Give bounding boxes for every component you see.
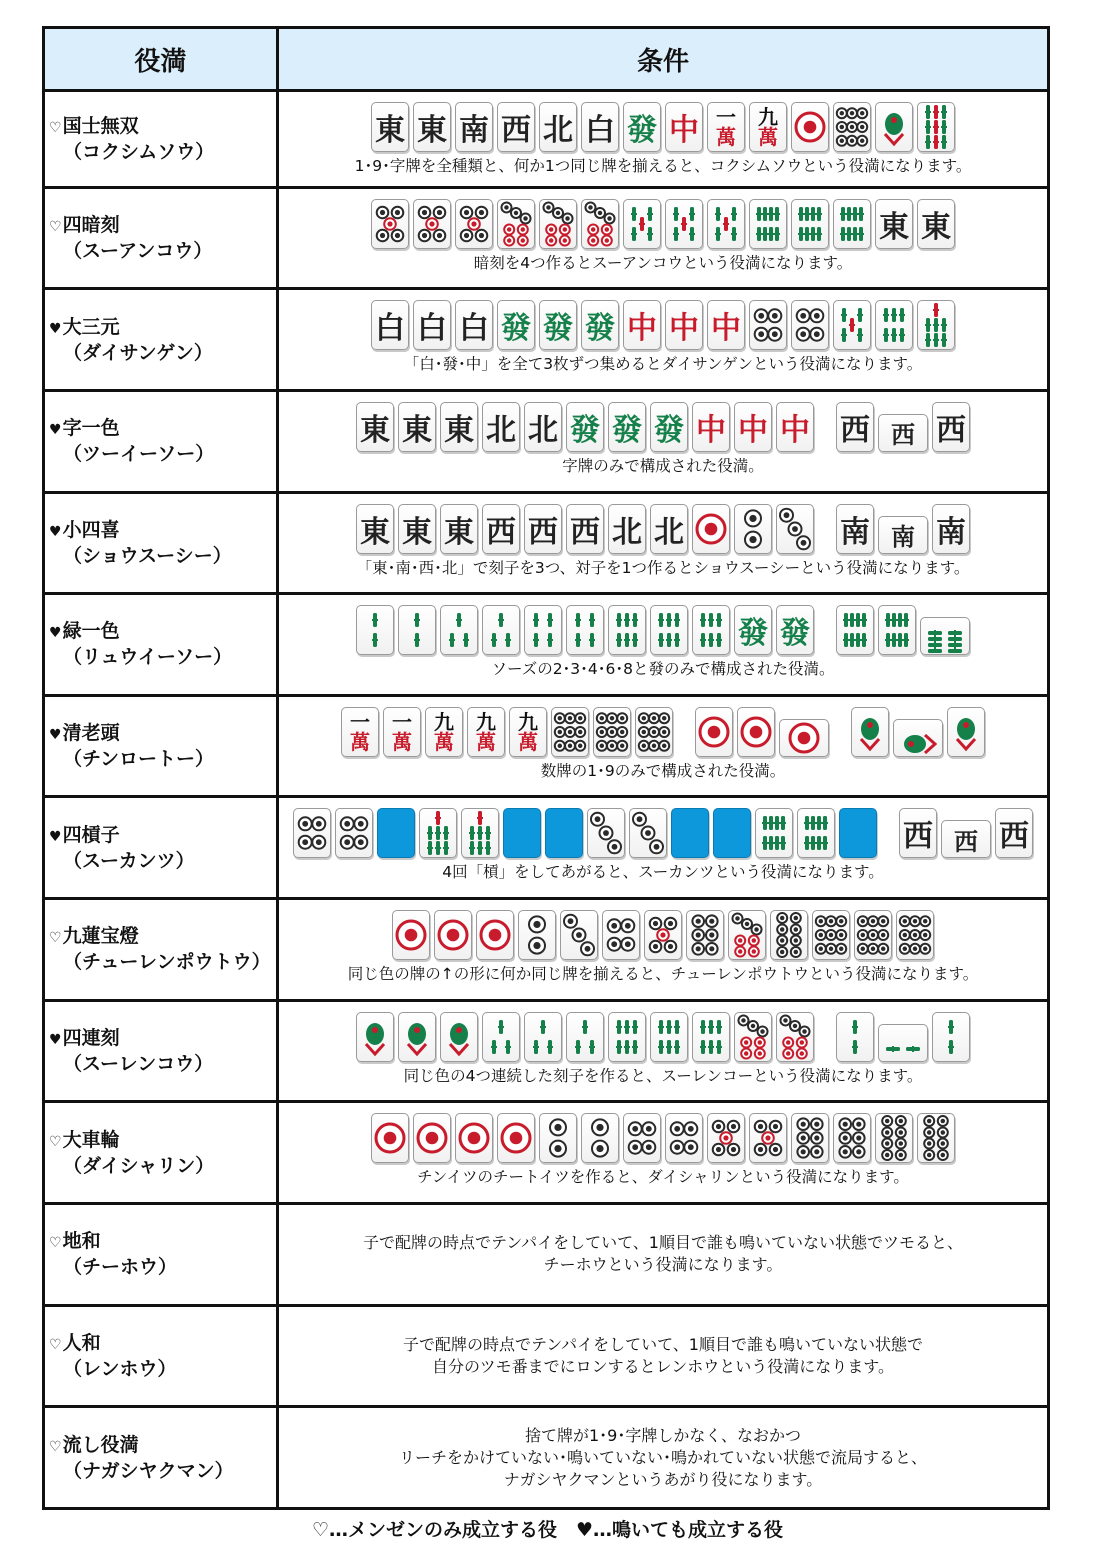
menzen-mark: ♥ xyxy=(49,523,62,540)
condition-text-block xyxy=(279,1205,1047,1304)
tile-honor: 西 xyxy=(878,414,928,452)
tile-pin-5 xyxy=(644,910,682,960)
tile-honor: 發 xyxy=(539,300,577,350)
tile-sou-5 xyxy=(665,199,703,249)
yaku-name-text: 大三元 xyxy=(62,315,120,338)
condition-cell xyxy=(278,492,1049,594)
yaku-name-text: 流し役満 xyxy=(62,1433,139,1456)
tile-sou-3 xyxy=(524,1012,562,1062)
tile-honor: 南 xyxy=(836,504,874,554)
condition-cell xyxy=(278,289,1049,391)
tile-sou-8 xyxy=(833,199,871,249)
yaku-name-cell xyxy=(44,797,278,899)
yaku-row xyxy=(44,91,1049,188)
condition-cell xyxy=(278,899,1049,1001)
tile-sou-5 xyxy=(833,300,871,350)
tile-honor: 白 xyxy=(413,300,451,350)
condition-text-block xyxy=(279,1307,1047,1406)
menzen-mark: ♥ xyxy=(49,320,62,337)
menzen-mark: ♥ xyxy=(49,1032,62,1049)
tile-sou-9 xyxy=(917,102,955,152)
condition-text: 同じ色の牌の↑の形に何か同じ牌を揃えると、チューレンポウトウという役満になります。 xyxy=(347,965,979,984)
yaku-name-text: 九蓮宝燈 xyxy=(62,925,139,948)
yaku-name-cell xyxy=(44,91,278,188)
header-yakuman: 役満 xyxy=(44,28,278,91)
tile-pin-1 xyxy=(455,1113,493,1163)
yaku-name xyxy=(49,924,276,950)
tile-sou-3 xyxy=(482,1012,520,1062)
condition-cell xyxy=(278,695,1049,797)
tile-pin-1 xyxy=(371,1113,409,1163)
tile-pin-9 xyxy=(833,102,871,152)
yaku-name xyxy=(49,619,276,645)
yaku-name xyxy=(49,1128,276,1154)
yaku-name-cell xyxy=(44,1000,278,1102)
tile-sou-5 xyxy=(707,199,745,249)
tile-sou-1 xyxy=(893,719,943,757)
tile-honor: 西 xyxy=(836,402,874,452)
tile-pin-2 xyxy=(734,504,772,554)
tile-pin-5 xyxy=(371,199,409,249)
tile-honor: 東 xyxy=(875,199,913,249)
tile-pin-6 xyxy=(686,910,724,960)
tile-pin-1 xyxy=(695,707,733,757)
tile-sou-8 xyxy=(791,199,829,249)
tile-sou-8 xyxy=(755,808,793,858)
tile-sou-6 xyxy=(650,1012,688,1062)
tile-man-1: 一 萬 xyxy=(383,707,421,757)
yaku-name-cell xyxy=(44,289,278,391)
tile-sou-8 xyxy=(749,199,787,249)
tile-row xyxy=(279,900,1047,964)
tile-man-9: 九 萬 xyxy=(467,707,505,757)
condition-cell xyxy=(278,390,1049,492)
tile-honor: 南 xyxy=(455,102,493,152)
condition-line: リーチをかけていない･鳴いていない･鳴かれていない状態で流局すると、 xyxy=(398,1447,927,1467)
tile-honor: 發 xyxy=(566,402,604,452)
yaku-row xyxy=(44,899,1049,1001)
tile-row xyxy=(279,494,1047,558)
tile-pin-5 xyxy=(749,1113,787,1163)
condition-cell xyxy=(278,797,1049,899)
tile-sou-1 xyxy=(356,1012,394,1062)
yaku-reading: （ショウスーシー） xyxy=(63,544,232,567)
menzen-mark: ♥ xyxy=(49,727,62,744)
tile-honor: 北 xyxy=(482,402,520,452)
yaku-name xyxy=(49,518,276,544)
tile-man-9: 九 萬 xyxy=(509,707,547,757)
tile-honor: 東 xyxy=(356,504,394,554)
menzen-mark: ♡ xyxy=(49,930,62,947)
tile-man-1: 一 萬 xyxy=(707,102,745,152)
yaku-row xyxy=(44,1204,1049,1306)
tile-pin-4 xyxy=(293,808,331,858)
tile-honor: 西 xyxy=(995,808,1033,858)
tile-sou-8 xyxy=(836,605,874,655)
tile-honor: 西 xyxy=(932,402,970,452)
tile-row xyxy=(279,1103,1047,1167)
tile-sou-1 xyxy=(398,1012,436,1062)
condition-text: 「白･發･中」を全て3枚ずつ集めるとダイサンゲンという役満になります。 xyxy=(403,355,923,374)
tile-honor: 東 xyxy=(398,504,436,554)
tile-row xyxy=(279,798,1047,862)
yaku-reading: （スーカンツ） xyxy=(63,849,195,872)
tile-sou-2 xyxy=(398,605,436,655)
menzen-mark: ♡ xyxy=(49,1133,62,1150)
yaku-name-text: 字一色 xyxy=(62,417,120,440)
tile-honor: 北 xyxy=(539,102,577,152)
tile-honor: 東 xyxy=(440,402,478,452)
yaku-reading: （リュウイーソー） xyxy=(63,646,233,669)
tile-pin-5 xyxy=(707,1113,745,1163)
tile-face-down xyxy=(545,808,583,858)
condition-text: 字牌のみで構成された役満。 xyxy=(562,456,764,475)
tile-pin-7 xyxy=(581,199,619,249)
yaku-row xyxy=(44,289,1049,391)
yaku-name-cell xyxy=(44,1204,278,1306)
tile-sou-7 xyxy=(461,808,499,858)
tile-honor: 中 xyxy=(776,402,814,452)
tile-row xyxy=(279,290,1047,354)
tile-pin-2 xyxy=(518,910,556,960)
tile-sou-3 xyxy=(566,1012,604,1062)
yaku-name xyxy=(49,1026,276,1052)
condition-line: 子で配牌の時点でテンパイをしていて、1順目で誰も鳴いていない状態でツモると、 xyxy=(363,1233,963,1253)
condition-text: チンイツのチートイツを作ると、ダイシャリンという役満になります。 xyxy=(417,1168,909,1187)
yaku-row xyxy=(44,797,1049,899)
tile-pin-1 xyxy=(497,1113,535,1163)
tile-sou-6 xyxy=(692,1012,730,1062)
yaku-reading: （スーレンコウ） xyxy=(63,1053,214,1076)
tile-pin-5 xyxy=(413,199,451,249)
tile-pin-1 xyxy=(476,910,514,960)
yaku-row xyxy=(44,695,1049,797)
yaku-reading: （チューレンポウトウ） xyxy=(63,951,271,974)
yaku-name xyxy=(49,823,276,849)
header-condition: 条件 xyxy=(278,28,1049,91)
tile-pin-3 xyxy=(560,910,598,960)
tile-pin-1 xyxy=(434,910,472,960)
yaku-name-cell xyxy=(44,594,278,696)
tile-man-1: 一 萬 xyxy=(341,707,379,757)
tile-sou-8 xyxy=(797,808,835,858)
menzen-mark: ♡ xyxy=(49,119,62,136)
tile-face-down xyxy=(713,808,751,858)
yaku-name-text: 大車輪 xyxy=(62,1128,120,1151)
tile-honor: 北 xyxy=(650,504,688,554)
yaku-reading: （スーアンコウ） xyxy=(63,239,213,262)
tile-pin-3 xyxy=(587,808,625,858)
yaku-name-cell xyxy=(44,1305,278,1407)
tile-face-down xyxy=(671,808,709,858)
yaku-name-cell xyxy=(44,492,278,594)
tile-pin-1 xyxy=(737,707,775,757)
tile-honor: 白 xyxy=(371,300,409,350)
tile-sou-5 xyxy=(623,199,661,249)
yaku-name-text: 四連刻 xyxy=(62,1027,120,1050)
header-row xyxy=(44,28,1049,91)
legend: ♡…メンゼンのみ成立する役 ♥…鳴いても成立する役 xyxy=(311,1519,784,1541)
tile-honor: 中 xyxy=(665,300,703,350)
yaku-row xyxy=(44,492,1049,594)
tile-honor: 中 xyxy=(665,102,703,152)
tile-pin-2 xyxy=(581,1113,619,1163)
tile-honor: 白 xyxy=(581,102,619,152)
tile-honor: 中 xyxy=(692,402,730,452)
tile-pin-1 xyxy=(692,504,730,554)
tile-sou-6 xyxy=(692,605,730,655)
yaku-name xyxy=(49,114,276,140)
yaku-name-text: 四暗刻 xyxy=(62,213,120,236)
condition-line: ナガシヤクマンというあがり役になります。 xyxy=(503,1469,823,1489)
condition-text: 1･9･字牌を全種類と、何か1つ同じ牌を揃えると、コクシムソウという役満になります。 xyxy=(354,157,972,175)
yaku-name-text: 国士無双 xyxy=(62,114,139,137)
tile-pin-9 xyxy=(854,910,892,960)
tile-pin-6 xyxy=(791,1113,829,1163)
yaku-name-cell xyxy=(44,695,278,797)
tile-honor: 發 xyxy=(734,605,772,655)
yaku-name xyxy=(49,1229,276,1255)
yaku-row xyxy=(44,1102,1049,1204)
tile-pin-4 xyxy=(602,910,640,960)
tile-honor: 南 xyxy=(878,516,928,554)
tile-honor: 發 xyxy=(581,300,619,350)
tile-honor: 東 xyxy=(440,504,478,554)
tile-honor: 中 xyxy=(707,300,745,350)
condition-line: 子で配牌の時点でテンパイをしていて、1順目で誰も鳴いていない状態で xyxy=(403,1334,923,1354)
tile-pin-3 xyxy=(629,808,667,858)
yaku-name-text: 小四喜 xyxy=(62,518,120,541)
tile-honor: 發 xyxy=(776,605,814,655)
tile-honor: 東 xyxy=(413,102,451,152)
tile-sou-2 xyxy=(356,605,394,655)
yaku-reading: （コクシムソウ） xyxy=(63,140,215,163)
tile-sou-1 xyxy=(851,707,889,757)
tile-honor: 白 xyxy=(455,300,493,350)
condition-text: 同じ色の4つ連続した刻子を作ると、スーレンコーという役満になります。 xyxy=(403,1066,923,1085)
condition-cell xyxy=(278,1000,1049,1102)
tile-man-9: 九 萬 xyxy=(425,707,463,757)
tile-pin-3 xyxy=(776,504,814,554)
yaku-name-text: 四槓子 xyxy=(62,823,120,846)
tile-pin-8 xyxy=(875,1113,913,1163)
tile-sou-7 xyxy=(419,808,457,858)
tile-honor: 西 xyxy=(497,102,535,152)
condition-cell xyxy=(278,1407,1049,1509)
tile-honor: 中 xyxy=(734,402,772,452)
yaku-reading: （ダイシャリン） xyxy=(63,1154,215,1177)
condition-cell xyxy=(278,1305,1049,1407)
yaku-row xyxy=(44,390,1049,492)
tile-sou-3 xyxy=(440,605,478,655)
tile-sou-2 xyxy=(836,1012,874,1062)
tile-sou-1 xyxy=(947,707,985,757)
tile-honor: 發 xyxy=(623,102,661,152)
tile-honor: 北 xyxy=(524,402,562,452)
tile-honor: 西 xyxy=(941,820,991,858)
yaku-reading: （ツーイーソー） xyxy=(63,443,215,466)
yaku-row xyxy=(44,1305,1049,1407)
tile-pin-9 xyxy=(896,910,934,960)
menzen-mark: ♡ xyxy=(49,218,62,235)
tile-row xyxy=(279,92,1047,156)
condition-text: ソーズの2･3･4･6･8と發のみで構成された役満。 xyxy=(491,660,835,679)
tile-pin-2 xyxy=(539,1113,577,1163)
condition-cell xyxy=(278,1102,1049,1204)
yaku-name xyxy=(49,315,276,341)
condition-text-block xyxy=(279,1408,1047,1507)
condition-line: チーホウという役満になります。 xyxy=(543,1255,783,1275)
menzen-mark: ♥ xyxy=(49,828,62,845)
tile-honor: 發 xyxy=(608,402,646,452)
yaku-name xyxy=(49,213,276,239)
yaku-row xyxy=(44,187,1049,289)
tile-pin-1 xyxy=(791,102,829,152)
tile-row xyxy=(279,1002,1047,1066)
condition-cell xyxy=(278,91,1049,188)
tile-pin-5 xyxy=(455,199,493,249)
tile-sou-1 xyxy=(875,102,913,152)
tile-pin-1 xyxy=(779,719,829,757)
menzen-mark: ♥ xyxy=(49,422,62,439)
tile-pin-8 xyxy=(770,910,808,960)
yaku-name-text: 人和 xyxy=(62,1331,101,1354)
tile-pin-9 xyxy=(551,707,589,757)
yaku-name xyxy=(49,721,276,747)
tile-pin-4 xyxy=(791,300,829,350)
tile-pin-4 xyxy=(623,1113,661,1163)
yaku-name-cell xyxy=(44,1102,278,1204)
tile-honor: 北 xyxy=(608,504,646,554)
tile-sou-1 xyxy=(440,1012,478,1062)
tile-sou-4 xyxy=(566,605,604,655)
yaku-name-cell xyxy=(44,1407,278,1509)
tile-face-down xyxy=(503,808,541,858)
tile-pin-4 xyxy=(335,808,373,858)
menzen-mark: ♡ xyxy=(49,1336,62,1353)
condition-text: 4回「槓」をしてあがると、スーカンツという役満になります。 xyxy=(442,863,884,882)
tile-honor: 中 xyxy=(623,300,661,350)
tile-pin-4 xyxy=(665,1113,703,1163)
yaku-name-cell xyxy=(44,899,278,1001)
yaku-reading: （チーホウ） xyxy=(63,1256,178,1279)
tile-sou-6 xyxy=(608,605,646,655)
tile-sou-4 xyxy=(524,605,562,655)
tile-pin-1 xyxy=(392,910,430,960)
yaku-reading: （チンロートー） xyxy=(63,748,215,771)
menzen-mark: ♥ xyxy=(49,625,62,642)
tile-honor: 東 xyxy=(356,402,394,452)
tile-honor: 東 xyxy=(917,199,955,249)
condition-text: 暗刻を4つ作るとスーアンコウという役満になります。 xyxy=(473,253,853,272)
yaku-name-text: 清老頭 xyxy=(62,722,120,745)
tile-honor: 南 xyxy=(932,504,970,554)
tile-honor: 西 xyxy=(524,504,562,554)
tile-pin-6 xyxy=(833,1113,871,1163)
tile-sou-6 xyxy=(650,605,688,655)
tile-pin-7 xyxy=(734,1012,772,1062)
yaku-name xyxy=(49,1433,276,1459)
menzen-mark: ♡ xyxy=(49,1438,62,1455)
tile-sou-2 xyxy=(878,1024,928,1062)
condition-cell xyxy=(278,187,1049,289)
tile-pin-9 xyxy=(593,707,631,757)
tile-man-9: 九 萬 xyxy=(749,102,787,152)
tile-sou-2 xyxy=(932,1012,970,1062)
tile-pin-9 xyxy=(812,910,850,960)
tile-sou-3 xyxy=(482,605,520,655)
tile-honor: 發 xyxy=(650,402,688,452)
tile-face-down xyxy=(377,808,415,858)
tile-face-down xyxy=(839,808,877,858)
tile-row xyxy=(279,697,1047,761)
tile-honor: 東 xyxy=(371,102,409,152)
yaku-row xyxy=(44,1000,1049,1102)
tile-sou-7 xyxy=(917,300,955,350)
tile-sou-6 xyxy=(875,300,913,350)
tile-honor: 東 xyxy=(398,402,436,452)
tile-honor: 西 xyxy=(482,504,520,554)
tile-pin-7 xyxy=(776,1012,814,1062)
condition-text: 数牌の1･9のみで構成された役満。 xyxy=(540,761,786,780)
yaku-reading: （ダイサンゲン） xyxy=(63,341,213,364)
tile-sou-6 xyxy=(608,1012,646,1062)
yaku-row xyxy=(44,594,1049,696)
yaku-row xyxy=(44,1407,1049,1509)
tile-honor: 西 xyxy=(566,504,604,554)
condition-line: 捨て牌が1･9･字牌しかなく、なおかつ xyxy=(524,1425,802,1445)
tile-row xyxy=(279,595,1047,659)
yaku-name xyxy=(49,416,276,442)
tile-pin-8 xyxy=(917,1113,955,1163)
tile-pin-4 xyxy=(749,300,787,350)
yakuman-table xyxy=(42,26,1050,1510)
yaku-name-cell xyxy=(44,390,278,492)
condition-text: 「東･南･西･北」で刻子を3つ、対子を1つ作るとショウスーシーという役満になります。 xyxy=(356,558,970,577)
yaku-name-text: 地和 xyxy=(62,1230,101,1253)
yaku-name-text: 緑一色 xyxy=(62,620,120,643)
tile-pin-7 xyxy=(539,199,577,249)
tile-sou-8 xyxy=(920,617,970,655)
tile-pin-7 xyxy=(497,199,535,249)
tile-row xyxy=(279,392,1047,456)
tile-honor: 西 xyxy=(899,808,937,858)
condition-line: 自分のツモ番までにロンするとレンホウという役満になります。 xyxy=(431,1356,894,1376)
tile-pin-7 xyxy=(728,910,766,960)
tile-pin-1 xyxy=(413,1113,451,1163)
condition-cell xyxy=(278,594,1049,696)
tile-honor: 發 xyxy=(497,300,535,350)
menzen-mark: ♡ xyxy=(49,1235,62,1252)
yaku-reading: （ナガシヤクマン） xyxy=(63,1459,234,1482)
tile-sou-8 xyxy=(878,605,916,655)
yaku-name-cell xyxy=(44,187,278,289)
yaku-name xyxy=(49,1331,276,1357)
tile-row xyxy=(279,189,1047,253)
yaku-reading: （レンホウ） xyxy=(63,1357,177,1380)
tile-pin-9 xyxy=(635,707,673,757)
condition-cell xyxy=(278,1204,1049,1306)
